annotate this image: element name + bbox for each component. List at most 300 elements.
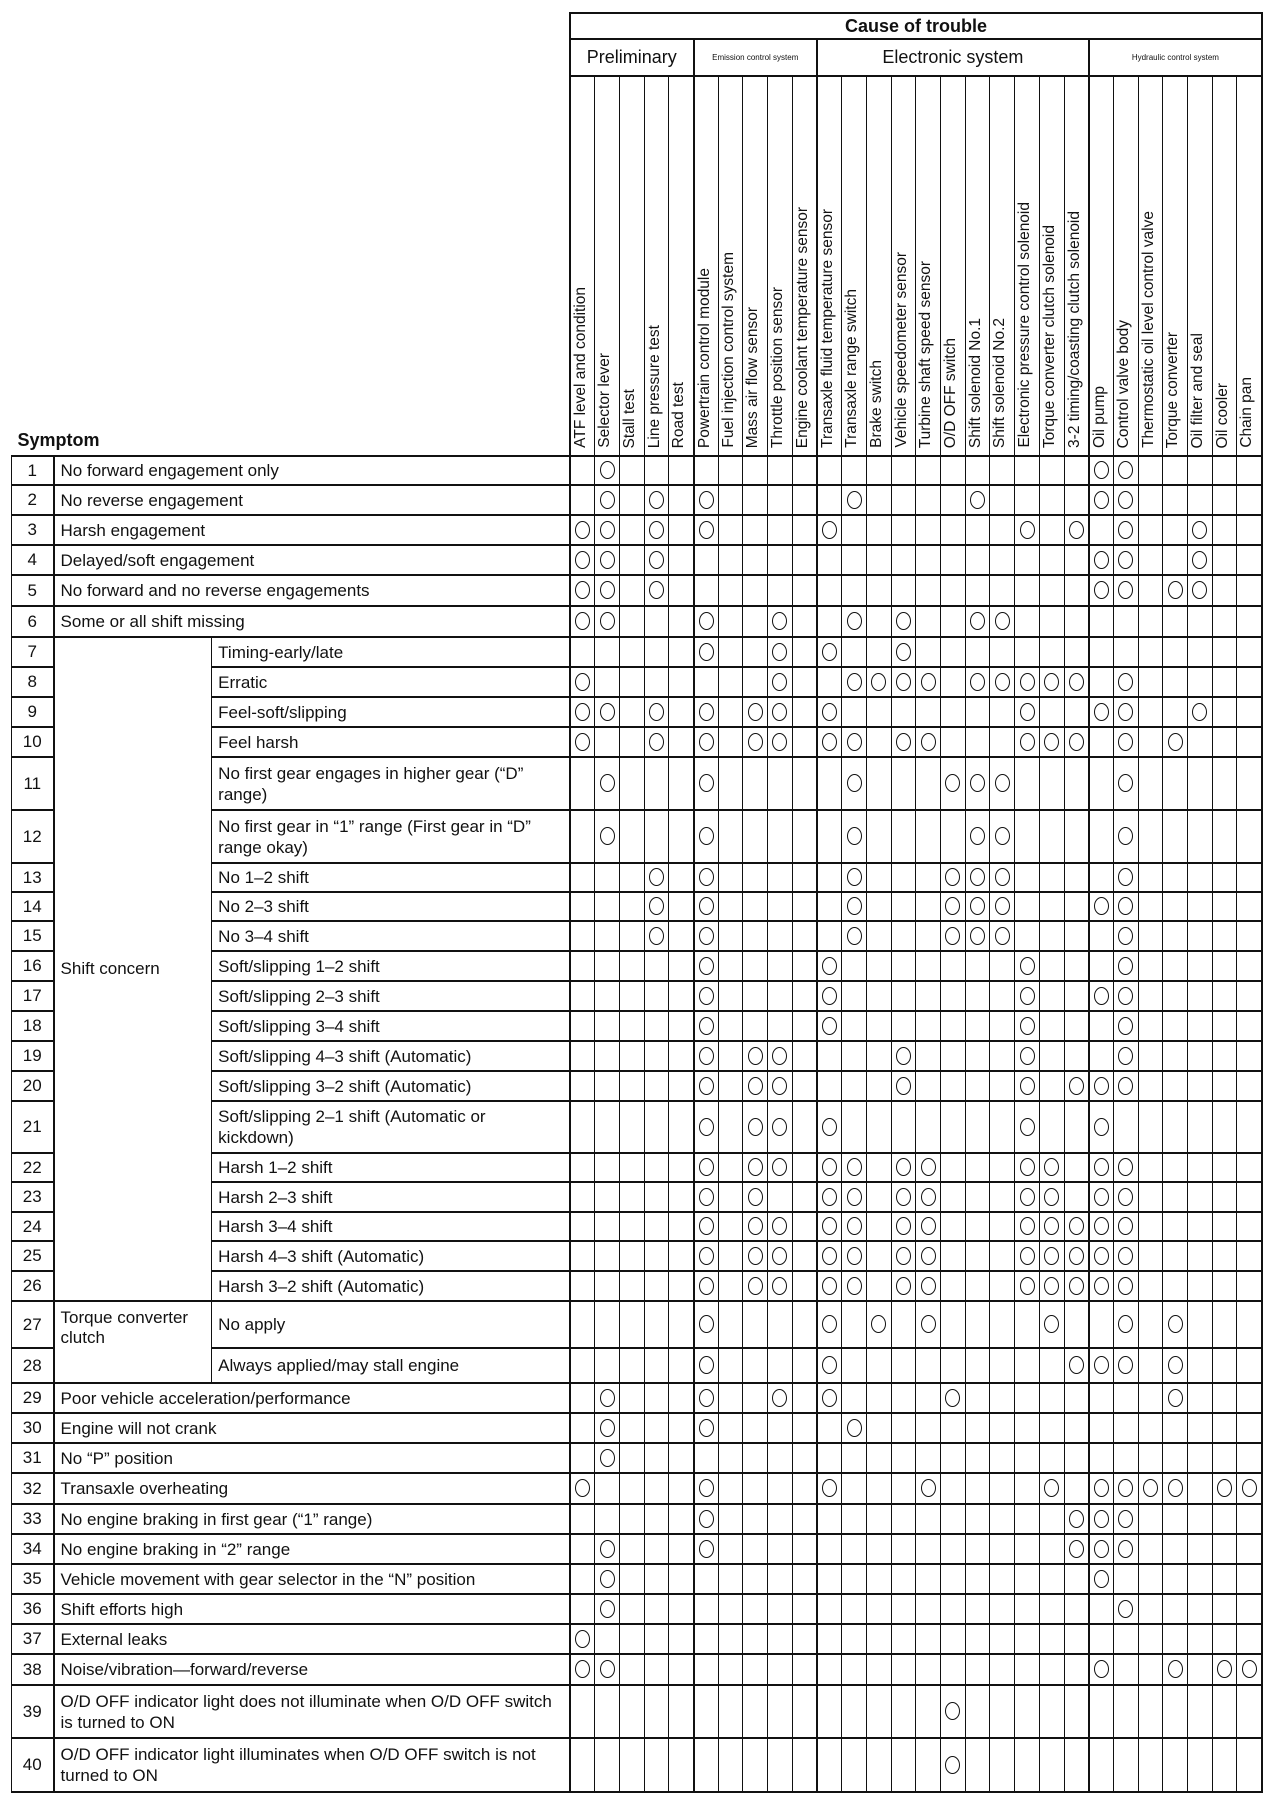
cause-mark-circle-icon — [1020, 1217, 1035, 1235]
cause-cell — [595, 863, 620, 892]
cause-cell — [718, 1654, 743, 1685]
cause-cell — [866, 981, 891, 1011]
cause-cell — [595, 1504, 620, 1534]
symptom-number: 38 — [12, 1654, 54, 1685]
symptom-row — [12, 1564, 1263, 1594]
cause-cell — [842, 545, 867, 575]
cause-cell — [570, 1071, 595, 1101]
symptom-number: 8 — [12, 667, 54, 697]
cause-cell — [941, 1182, 966, 1212]
cause-cell — [619, 1413, 644, 1443]
cause-cell — [941, 485, 966, 515]
cause-cell — [941, 1738, 966, 1792]
cause-cell — [891, 1685, 916, 1738]
cause-cell — [768, 1212, 793, 1241]
cause-mark-circle-icon — [649, 581, 664, 599]
cause-mark-circle-icon — [847, 1217, 862, 1235]
symptom-text: Poor vehicle acceleration/performance — [54, 1383, 570, 1413]
cause-cell — [644, 1348, 669, 1383]
cause-cell — [1237, 1241, 1262, 1271]
cause-mark-circle-icon — [748, 1118, 763, 1136]
cause-cell — [1015, 1011, 1040, 1041]
cause-cell — [1089, 727, 1114, 757]
cause-cell — [891, 1443, 916, 1473]
cause-cell — [990, 921, 1015, 951]
cause-cell — [619, 1348, 644, 1383]
cause-mark-circle-icon — [945, 1702, 960, 1720]
cause-mark-circle-icon — [600, 1540, 615, 1558]
symptom-row — [12, 1594, 1263, 1624]
cause-cell — [669, 1011, 694, 1041]
cause-cell — [891, 1383, 916, 1413]
cause-cell — [1138, 1301, 1163, 1348]
cause-mark-circle-icon — [600, 581, 615, 599]
cause-cell — [1039, 606, 1064, 637]
cause-cell — [669, 1534, 694, 1564]
cause-cell — [842, 485, 867, 515]
cause-cell — [1212, 456, 1237, 485]
cause-cell — [817, 1383, 842, 1413]
cause-cell — [990, 545, 1015, 575]
cause-cell — [866, 1534, 891, 1564]
cause-mark-circle-icon — [699, 1017, 714, 1035]
cause-mark-circle-icon — [822, 521, 837, 539]
cause-mark-circle-icon — [970, 612, 985, 630]
cause-cell — [1039, 1241, 1064, 1271]
cause-cell — [1188, 727, 1213, 757]
cause-cell — [1089, 1153, 1114, 1182]
cause-cell — [718, 485, 743, 515]
cause-mark-circle-icon — [600, 1570, 615, 1588]
cause-cell — [1039, 697, 1064, 727]
cause-cell — [619, 545, 644, 575]
cause-cell — [990, 1413, 1015, 1443]
cause-cell — [1188, 1071, 1213, 1101]
cause-cell — [694, 1443, 719, 1473]
cause-cell — [1212, 1504, 1237, 1534]
cause-cell — [792, 1624, 817, 1654]
cause-mark-circle-icon — [699, 612, 714, 630]
cause-mark-circle-icon — [649, 703, 664, 721]
cause-cell — [1089, 1383, 1114, 1413]
cause-mark-circle-icon — [1094, 551, 1109, 569]
cause-cell — [965, 1348, 990, 1383]
cause-cell — [990, 1071, 1015, 1101]
cause-cell — [718, 606, 743, 637]
cause-cell — [842, 1413, 867, 1443]
cause-cell — [941, 606, 966, 637]
cause-cell — [619, 951, 644, 981]
cause-cell — [1039, 1071, 1064, 1101]
cause-cell — [1188, 1443, 1213, 1473]
cause-cell — [990, 863, 1015, 892]
cause-mark-circle-icon — [1094, 1660, 1109, 1678]
cause-cell — [965, 1685, 990, 1738]
cause-cell — [768, 1101, 793, 1153]
cause-cell — [1138, 1182, 1163, 1212]
cause-cell — [1089, 1594, 1114, 1624]
cause-cell — [1015, 1564, 1040, 1594]
cause-cell — [1163, 727, 1188, 757]
cause-cell — [1089, 921, 1114, 951]
cause-cell — [990, 810, 1015, 863]
symptom-number: 34 — [12, 1534, 54, 1564]
cause-cell — [644, 1443, 669, 1473]
cause-cell — [965, 485, 990, 515]
cause-cell — [1113, 667, 1138, 697]
cause-cell — [669, 1504, 694, 1534]
cause-cell — [1163, 1473, 1188, 1504]
cause-cell — [941, 1624, 966, 1654]
cause-cell — [570, 1011, 595, 1041]
cause-cell — [817, 1473, 842, 1504]
cause-cell — [1015, 951, 1040, 981]
cause-cell — [1188, 810, 1213, 863]
cause-cell — [1212, 1182, 1237, 1212]
cause-cell — [1163, 863, 1188, 892]
cause-cell — [619, 1071, 644, 1101]
cause-column-header — [1163, 76, 1188, 456]
cause-mark-circle-icon — [699, 1247, 714, 1265]
cause-cell — [570, 1041, 595, 1071]
cause-cell — [990, 1564, 1015, 1594]
cause-cell — [965, 697, 990, 727]
cause-cell — [1015, 757, 1040, 810]
cause-cell — [916, 1301, 941, 1348]
cause-cell — [1163, 1212, 1188, 1241]
cause-cell — [694, 863, 719, 892]
cause-cell — [941, 1564, 966, 1594]
cause-cell — [1212, 981, 1237, 1011]
cause-mark-circle-icon — [699, 897, 714, 915]
cause-cell — [1237, 951, 1262, 981]
cause-cell — [694, 575, 719, 606]
symptom-number: 25 — [12, 1241, 54, 1271]
cause-cell — [768, 1473, 793, 1504]
cause-cell — [866, 1383, 891, 1413]
cause-mark-circle-icon — [1020, 1017, 1035, 1035]
cause-cell — [768, 1504, 793, 1534]
symptom-text: Harsh 4–3 shift (Automatic) — [212, 1241, 570, 1271]
cause-cell — [1237, 1101, 1262, 1153]
cause-cell — [595, 810, 620, 863]
cause-cell — [842, 1504, 867, 1534]
cause-mark-circle-icon — [1118, 1277, 1133, 1295]
cause-cell — [743, 1624, 768, 1654]
cause-cell — [1039, 637, 1064, 667]
cause-cell — [644, 1413, 669, 1443]
cause-cell — [1015, 981, 1040, 1011]
cause-column-header — [595, 76, 620, 456]
cause-column-label: Stall test — [620, 388, 638, 448]
cause-cell — [743, 1504, 768, 1534]
cause-cell — [644, 1101, 669, 1153]
cause-cell — [669, 1041, 694, 1071]
cause-mark-circle-icon — [1118, 581, 1133, 599]
cause-column-header — [1212, 76, 1237, 456]
cause-cell — [718, 1241, 743, 1271]
cause-cell — [1113, 810, 1138, 863]
symptom-row — [12, 1624, 1263, 1654]
symptom-row — [12, 1504, 1263, 1534]
cause-mark-circle-icon — [1118, 1158, 1133, 1176]
cause-cell — [718, 1685, 743, 1738]
cause-cell — [1039, 1654, 1064, 1685]
cause-cell — [570, 892, 595, 921]
cause-cell — [1113, 1301, 1138, 1348]
cause-cell — [768, 545, 793, 575]
cause-cell — [891, 1071, 916, 1101]
cause-cell — [1212, 1348, 1237, 1383]
cause-cell — [1163, 1071, 1188, 1101]
cause-cell — [1212, 575, 1237, 606]
cause-cell — [1188, 1101, 1213, 1153]
cause-cell — [595, 1301, 620, 1348]
cause-mark-circle-icon — [699, 1510, 714, 1528]
cause-mark-circle-icon — [1094, 1118, 1109, 1136]
cause-cell — [941, 892, 966, 921]
cause-cell — [1064, 1182, 1089, 1212]
cause-cell — [1089, 667, 1114, 697]
cause-cell — [792, 1153, 817, 1182]
cause-cell — [1089, 951, 1114, 981]
symptom-number: 29 — [12, 1383, 54, 1413]
cause-cell — [1163, 1153, 1188, 1182]
cause-cell — [1163, 1241, 1188, 1271]
cause-mark-circle-icon — [1020, 521, 1035, 539]
cause-cell — [990, 1011, 1015, 1041]
cause-cell — [768, 1564, 793, 1594]
cause-cell — [669, 515, 694, 545]
cause-column-label: Mass air flow sensor — [744, 306, 762, 448]
cause-cell — [792, 1413, 817, 1443]
cause-cell — [595, 1685, 620, 1738]
cause-cell — [619, 1011, 644, 1041]
cause-cell — [595, 1413, 620, 1443]
cause-cell — [595, 981, 620, 1011]
cause-cell — [990, 1301, 1015, 1348]
cause-mark-circle-icon — [748, 1188, 763, 1206]
cause-cell — [866, 810, 891, 863]
cause-cell — [941, 1534, 966, 1564]
cause-column-label: Torque converter — [1164, 331, 1182, 448]
cause-mark-circle-icon — [649, 551, 664, 569]
symptom-text: Soft/slipping 1–2 shift — [212, 951, 570, 981]
cause-cell — [1188, 1534, 1213, 1564]
cause-cell — [1113, 1624, 1138, 1654]
cause-cell — [891, 515, 916, 545]
cause-mark-circle-icon — [1094, 987, 1109, 1005]
cause-cell — [817, 456, 842, 485]
cause-cell — [570, 1654, 595, 1685]
cause-cell — [792, 757, 817, 810]
cause-mark-circle-icon — [1094, 1077, 1109, 1095]
cause-mark-circle-icon — [822, 987, 837, 1005]
cause-cell — [694, 1153, 719, 1182]
cause-cell — [1089, 1473, 1114, 1504]
cause-cell — [891, 1101, 916, 1153]
cause-cell — [891, 606, 916, 637]
cause-cell — [1015, 810, 1040, 863]
cause-column-label: Fuel injection control system — [719, 252, 737, 448]
cause-cell — [1113, 981, 1138, 1011]
cause-cell — [718, 757, 743, 810]
cause-mark-circle-icon — [847, 1158, 862, 1176]
cause-cell — [1113, 1504, 1138, 1534]
cause-cell — [842, 1241, 867, 1271]
cause-cell — [965, 727, 990, 757]
symptom-text: Erratic — [212, 667, 570, 697]
cause-cell — [644, 1473, 669, 1504]
cause-mark-circle-icon — [1168, 581, 1183, 599]
cause-mark-circle-icon — [1020, 1077, 1035, 1095]
cause-cell — [570, 575, 595, 606]
cause-mark-circle-icon — [748, 1047, 763, 1065]
cause-mark-circle-icon — [699, 1188, 714, 1206]
cause-cell — [891, 981, 916, 1011]
cause-cell — [694, 1182, 719, 1212]
cause-mark-circle-icon — [945, 868, 960, 886]
cause-mark-circle-icon — [1044, 1315, 1059, 1333]
cause-cell — [718, 1182, 743, 1212]
cause-cell — [965, 1413, 990, 1443]
cause-column-header — [941, 76, 966, 456]
cause-cell — [1163, 1182, 1188, 1212]
cause-cell — [718, 545, 743, 575]
cause-cell — [1113, 456, 1138, 485]
cause-mark-circle-icon — [699, 1217, 714, 1235]
symptom-number: 32 — [12, 1473, 54, 1504]
cause-cell — [1089, 1301, 1114, 1348]
cause-cell — [866, 727, 891, 757]
cause-cell — [1212, 1212, 1237, 1241]
cause-cell — [1113, 575, 1138, 606]
cause-cell — [669, 757, 694, 810]
cause-cell — [1212, 606, 1237, 637]
cause-cell — [866, 1564, 891, 1594]
cause-cell — [1039, 1383, 1064, 1413]
cause-cell — [1089, 1348, 1114, 1383]
cause-cell — [1015, 863, 1040, 892]
cause-cell — [817, 1071, 842, 1101]
cause-cell — [842, 757, 867, 810]
cause-cell — [990, 515, 1015, 545]
cause-cell — [842, 1301, 867, 1348]
cause-cell — [842, 1685, 867, 1738]
cause-cell — [1064, 892, 1089, 921]
cause-cell — [570, 1153, 595, 1182]
cause-mark-circle-icon — [1118, 703, 1133, 721]
cause-cell — [595, 1443, 620, 1473]
cause-cell — [1237, 921, 1262, 951]
cause-cell — [842, 1473, 867, 1504]
cause-cell — [694, 1738, 719, 1792]
symptom-text: Noise/vibration—forward/reverse — [54, 1654, 570, 1685]
symptom-number: 9 — [12, 697, 54, 727]
symptom-number: 11 — [12, 757, 54, 810]
cause-cell — [595, 892, 620, 921]
cause-cell — [718, 1011, 743, 1041]
cause-cell — [1089, 1654, 1114, 1685]
cause-cell — [941, 1348, 966, 1383]
cause-mark-circle-icon — [1020, 957, 1035, 975]
cause-cell — [1138, 1504, 1163, 1534]
cause-cell — [965, 606, 990, 637]
cause-cell — [817, 697, 842, 727]
cause-cell — [1188, 1301, 1213, 1348]
cause-cell — [1212, 1685, 1237, 1738]
cause-cell — [644, 1241, 669, 1271]
cause-cell — [1015, 1071, 1040, 1101]
cause-cell — [916, 1654, 941, 1685]
cause-cell — [916, 1041, 941, 1071]
cause-mark-circle-icon — [1044, 1188, 1059, 1206]
cause-cell — [1015, 1271, 1040, 1301]
cause-mark-circle-icon — [1094, 461, 1109, 479]
cause-cell — [694, 1534, 719, 1564]
cause-cell — [1089, 1241, 1114, 1271]
cause-cell — [1015, 727, 1040, 757]
cause-cell — [718, 1383, 743, 1413]
cause-cell — [990, 1594, 1015, 1624]
cause-mark-circle-icon — [995, 774, 1010, 792]
cause-cell — [866, 1041, 891, 1071]
cause-cell — [817, 606, 842, 637]
symptom-number: 23 — [12, 1182, 54, 1212]
cause-mark-circle-icon — [575, 581, 590, 599]
cause-cell — [619, 810, 644, 863]
cause-cell — [891, 1153, 916, 1182]
cause-cell — [817, 575, 842, 606]
symptom-text: No first gear in “1” range (First gear in “D” range okay) — [212, 810, 570, 863]
cause-cell — [644, 606, 669, 637]
cause-cell — [842, 1348, 867, 1383]
cause-mark-circle-icon — [1020, 733, 1035, 751]
cause-cell — [1064, 810, 1089, 863]
cause-cell — [1089, 1738, 1114, 1792]
cause-cell — [1237, 545, 1262, 575]
cause-cell — [743, 1241, 768, 1271]
cause-cell — [1237, 1071, 1262, 1101]
symptom-row — [12, 1534, 1263, 1564]
cause-cell — [1113, 1564, 1138, 1594]
cause-cell — [694, 892, 719, 921]
cause-mark-circle-icon — [699, 868, 714, 886]
cause-mark-circle-icon — [847, 827, 862, 845]
cause-cell — [990, 1212, 1015, 1241]
cause-cell — [768, 515, 793, 545]
cause-cell — [916, 1348, 941, 1383]
cause-cell — [990, 1473, 1015, 1504]
cause-cell — [1015, 1654, 1040, 1685]
cause-cell — [644, 1153, 669, 1182]
symptom-text: Harsh 3–2 shift (Automatic) — [212, 1271, 570, 1301]
cause-column-header — [743, 76, 768, 456]
cause-cell — [768, 1241, 793, 1271]
cause-cell — [817, 1413, 842, 1443]
cause-cell — [891, 1534, 916, 1564]
cause-cell — [1212, 921, 1237, 951]
cause-cell — [1015, 667, 1040, 697]
cause-mark-circle-icon — [1069, 1217, 1084, 1235]
cause-cell — [669, 1738, 694, 1792]
cause-mark-circle-icon — [896, 1247, 911, 1265]
cause-cell — [1138, 485, 1163, 515]
cause-cell — [644, 1738, 669, 1792]
cause-mark-circle-icon — [772, 733, 787, 751]
cause-mark-circle-icon — [575, 521, 590, 539]
cause-cell — [817, 545, 842, 575]
